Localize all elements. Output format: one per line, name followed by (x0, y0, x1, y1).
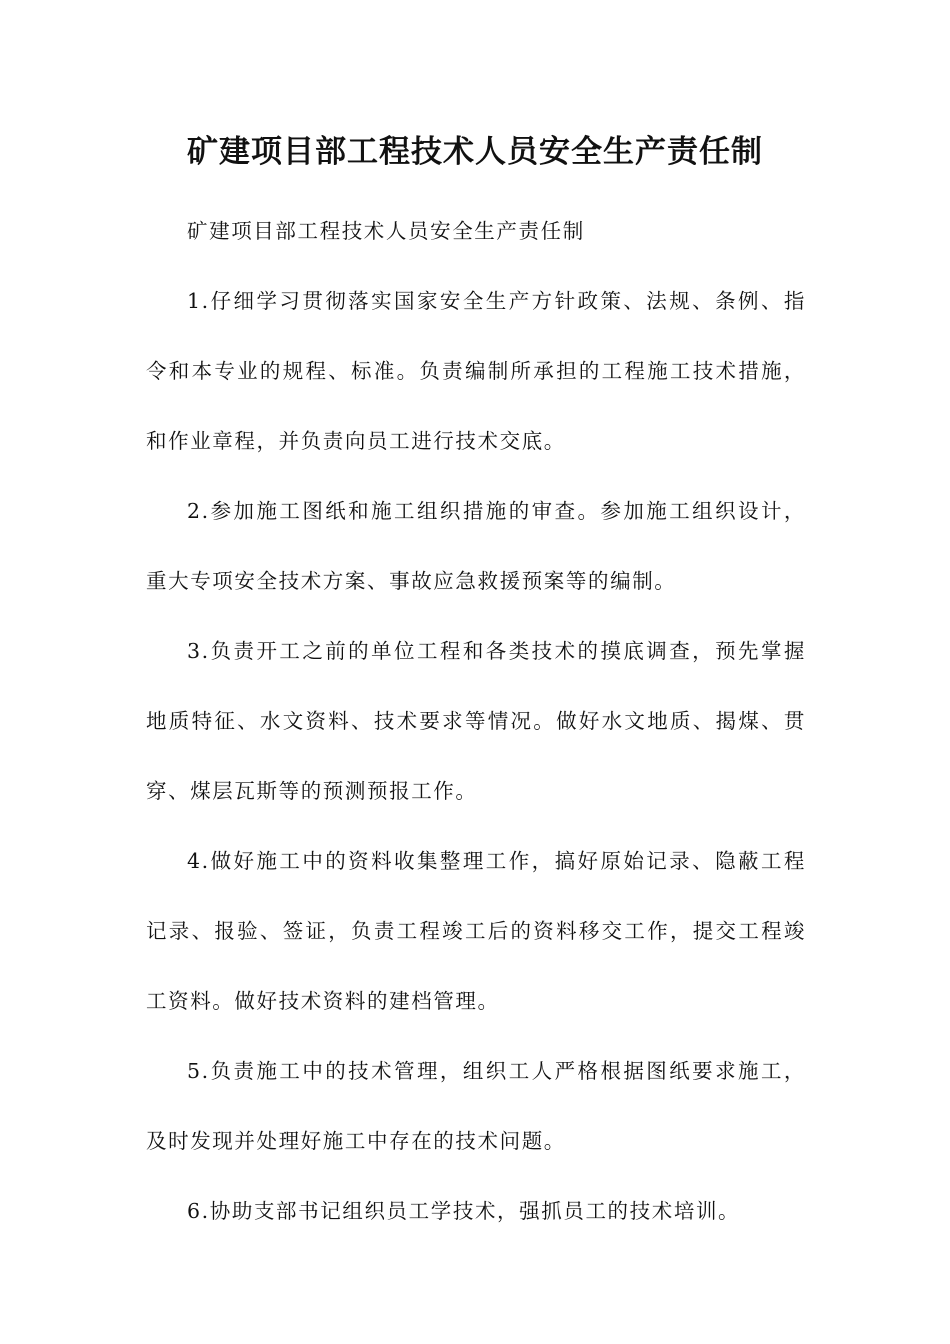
paragraph-1: 1.仔细学习贯彻落实国家安全生产方针政策、法规、条例、指令和本专业的规程、标准。负责编制所承担的工程施工技术措施，和作业章程，并负责向员工进行技术交底。 (146, 289, 806, 453)
paragraph-5: 5.负责施工中的技术管理，组织工人严格根据图纸要求施工，及时发现并处理好施工中存在的技术问题。 (146, 1059, 806, 1153)
paragraph-2: 2.参加施工图纸和施工组织措施的审查。参加施工组织设计，重大专项安全技术方案、事故应急救援预案等的编制。 (146, 499, 806, 593)
paragraph-4: 4.做好施工中的资料收集整理工作，搞好原始记录、隐蔽工程记录、报验、签证，负责工程竣工后的资料移交工作，提交工程竣工资料。做好技术资料的建档管理。 (146, 849, 806, 1013)
document-body (146, 196, 806, 1246)
document-title: 矿建项目部工程技术人员安全生产责任制 (187, 134, 763, 170)
document-subtitle: 矿建项目部工程技术人员安全生产责任制 (187, 219, 585, 243)
paragraph-3: 3.负责开工之前的单位工程和各类技术的摸底调查，预先掌握地质特征、水文资料、技术要求等情况。做好水文地质、揭煤、贯穿、煤层瓦斯等的预测预报工作。 (146, 639, 806, 803)
paragraph-6: 6.协助支部书记组织员工学技术，强抓员工的技术培训。 (187, 1199, 741, 1223)
